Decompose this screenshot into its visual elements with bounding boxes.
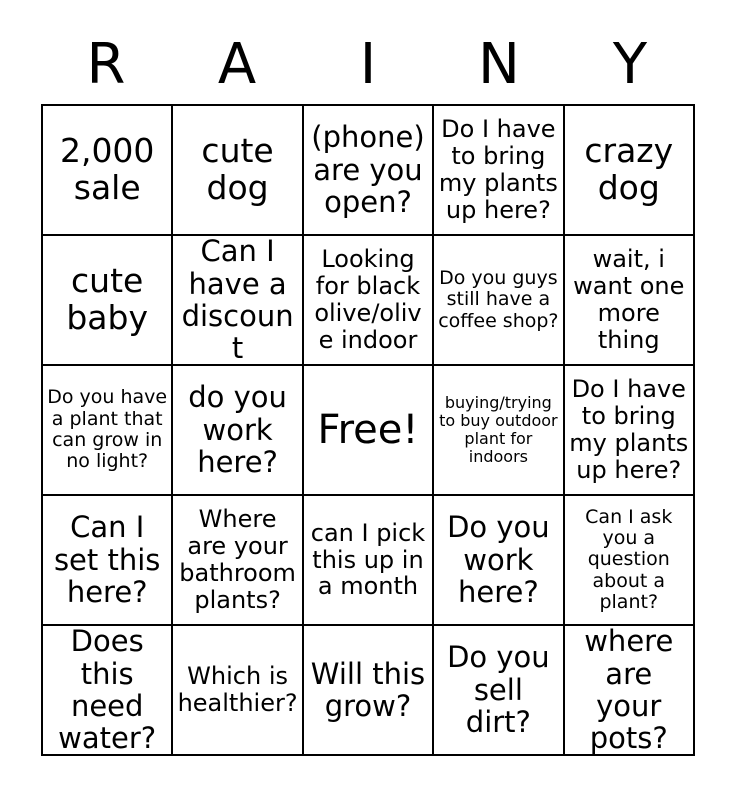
bingo-cell[interactable] [304, 496, 434, 626]
bingo-cell-text: (phone) are you open? [311, 120, 425, 220]
bingo-cell-text: Do you guys still have a coffee shop? [438, 267, 559, 332]
bingo-cell[interactable] [173, 106, 303, 236]
bingo-header [41, 34, 695, 96]
bingo-cell-text: crazy dog [584, 131, 674, 207]
bingo-cell-text: buying/trying to buy outdoor plant for indoors [439, 393, 558, 466]
header-letter-1: A [217, 32, 257, 97]
bingo-cell-text: do you work here? [188, 380, 287, 480]
bingo-cell-text: 2,000 sale [59, 131, 155, 207]
bingo-cell-text: cute baby [66, 261, 149, 337]
bingo-cell[interactable] [565, 366, 695, 496]
bingo-cell-text: can I pick this up in a month [310, 518, 426, 601]
bingo-cell[interactable] [43, 626, 173, 756]
bingo-cell[interactable] [434, 626, 564, 756]
bingo-row [43, 236, 695, 366]
bingo-cell[interactable] [173, 626, 303, 756]
bingo-cell[interactable] [173, 366, 303, 496]
bingo-cell[interactable] [43, 496, 173, 626]
bingo-cell-text: Where are your bathroom plants? [179, 505, 296, 614]
bingo-cell[interactable] [565, 626, 695, 756]
bingo-cell-text: Do you work here? [447, 510, 550, 610]
bingo-cell-text: cute dog [201, 131, 274, 207]
bingo-cell[interactable] [565, 496, 695, 626]
bingo-cell-text: Will this grow? [310, 656, 426, 723]
bingo-cell-text: where are your pots? [584, 626, 674, 756]
bingo-cell[interactable] [304, 106, 434, 236]
bingo-cell[interactable] [43, 106, 173, 236]
bingo-cell-text: Can I have a discount [181, 236, 294, 366]
bingo-cell-text: Do you sell dirt? [447, 640, 550, 740]
bingo-cell[interactable] [434, 496, 564, 626]
bingo-row [43, 626, 695, 756]
bingo-cell[interactable] [565, 236, 695, 366]
bingo-row [43, 496, 695, 626]
bingo-cell-text: Do I have to bring my plants up here? [438, 115, 558, 224]
bingo-cell-text: Do you have a plant that can grow in no light? [47, 386, 168, 473]
bingo-cell[interactable] [304, 236, 434, 366]
bingo-cell[interactable] [173, 496, 303, 626]
bingo-cell-text: Which is healthier? [177, 662, 298, 717]
header-letter-4: Y [612, 32, 648, 97]
bingo-cell-text: Can I ask you a question about a plant? [585, 505, 673, 613]
header-letter-2: I [359, 32, 377, 97]
bingo-cell-text: Do I have to bring my plants up here? [569, 375, 689, 484]
bingo-cell-text: wait, i want one more thing [573, 245, 685, 354]
bingo-row [43, 106, 695, 236]
header-letter-3: N [478, 32, 520, 97]
header-letter-0: R [86, 32, 126, 97]
bingo-grid [41, 104, 695, 756]
bingo-cell[interactable] [565, 106, 695, 236]
bingo-cell-text: Looking for black olive/olive indoor [314, 245, 422, 354]
bingo-row [43, 366, 695, 496]
bingo-cell[interactable] [304, 626, 434, 756]
bingo-cell[interactable] [434, 236, 564, 366]
bingo-cell-text: Free! [317, 406, 419, 453]
bingo-cell[interactable] [173, 236, 303, 366]
bingo-cell-free[interactable] [304, 366, 434, 496]
bingo-cell-text: Does this need water? [58, 626, 157, 756]
bingo-cell-text: Can I set this here? [53, 510, 161, 610]
bingo-cell[interactable] [43, 366, 173, 496]
bingo-cell[interactable] [43, 236, 173, 366]
bingo-cell[interactable] [434, 366, 564, 496]
bingo-cell[interactable] [434, 106, 564, 236]
